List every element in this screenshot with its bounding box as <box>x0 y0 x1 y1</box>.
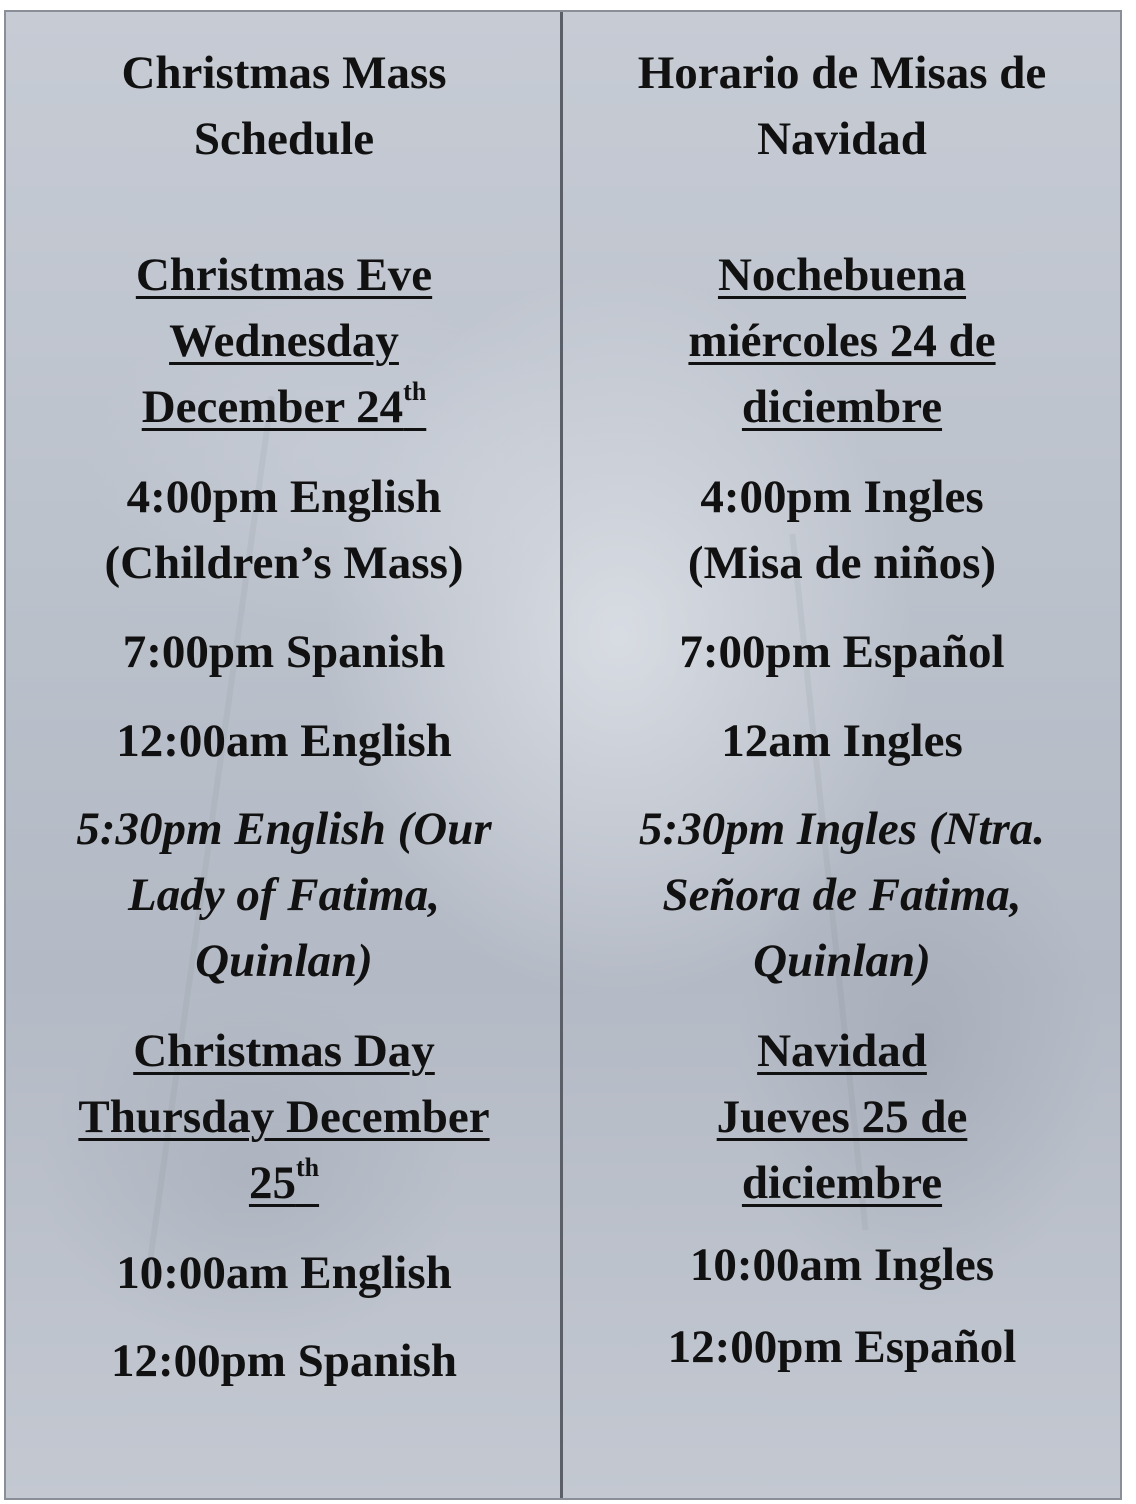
english-title: Christmas Mass Schedule <box>121 47 447 165</box>
mass-entry: 7:00pm Spanish <box>122 626 446 678</box>
column-divider <box>560 12 563 1498</box>
mass-entry: 4:00pm English (Children’s Mass) <box>104 471 464 589</box>
fatima-mass-entry: 5:30pm English (Our Lady of Fatima, Quinlan) <box>76 803 492 987</box>
mass-entry: 12:00am English <box>116 715 452 767</box>
spanish-title: Horario de Misas de Navidad <box>637 47 1047 165</box>
fatima-mass-entry: 5:30pm Ingles (Ntra. Señora de Fatima, Quinlan) <box>638 803 1046 987</box>
christmas-day-heading: Christmas Day Thursday December 25th <box>78 1025 490 1209</box>
mass-entry: 4:00pm Ingles (Misa de niños) <box>687 471 997 589</box>
navidad-heading: Navidad Jueves 25 de diciembre <box>716 1025 968 1209</box>
nochebuena-heading: Nochebuena miércoles 24 de diciembre <box>688 249 996 433</box>
schedule-flyer <box>4 10 1122 1500</box>
mass-entry: 7:00pm Español <box>679 626 1005 678</box>
mass-entry: 12:00pm Spanish <box>110 1335 458 1387</box>
mass-entry: 10:00am Ingles <box>689 1239 995 1291</box>
mass-entry: 12:00pm Español <box>667 1321 1017 1373</box>
mass-entry: 12am Ingles <box>721 715 963 767</box>
mass-entry: 10:00am English <box>116 1247 452 1299</box>
christmas-eve-heading: Christmas Eve Wednesday December 24th <box>135 249 433 433</box>
